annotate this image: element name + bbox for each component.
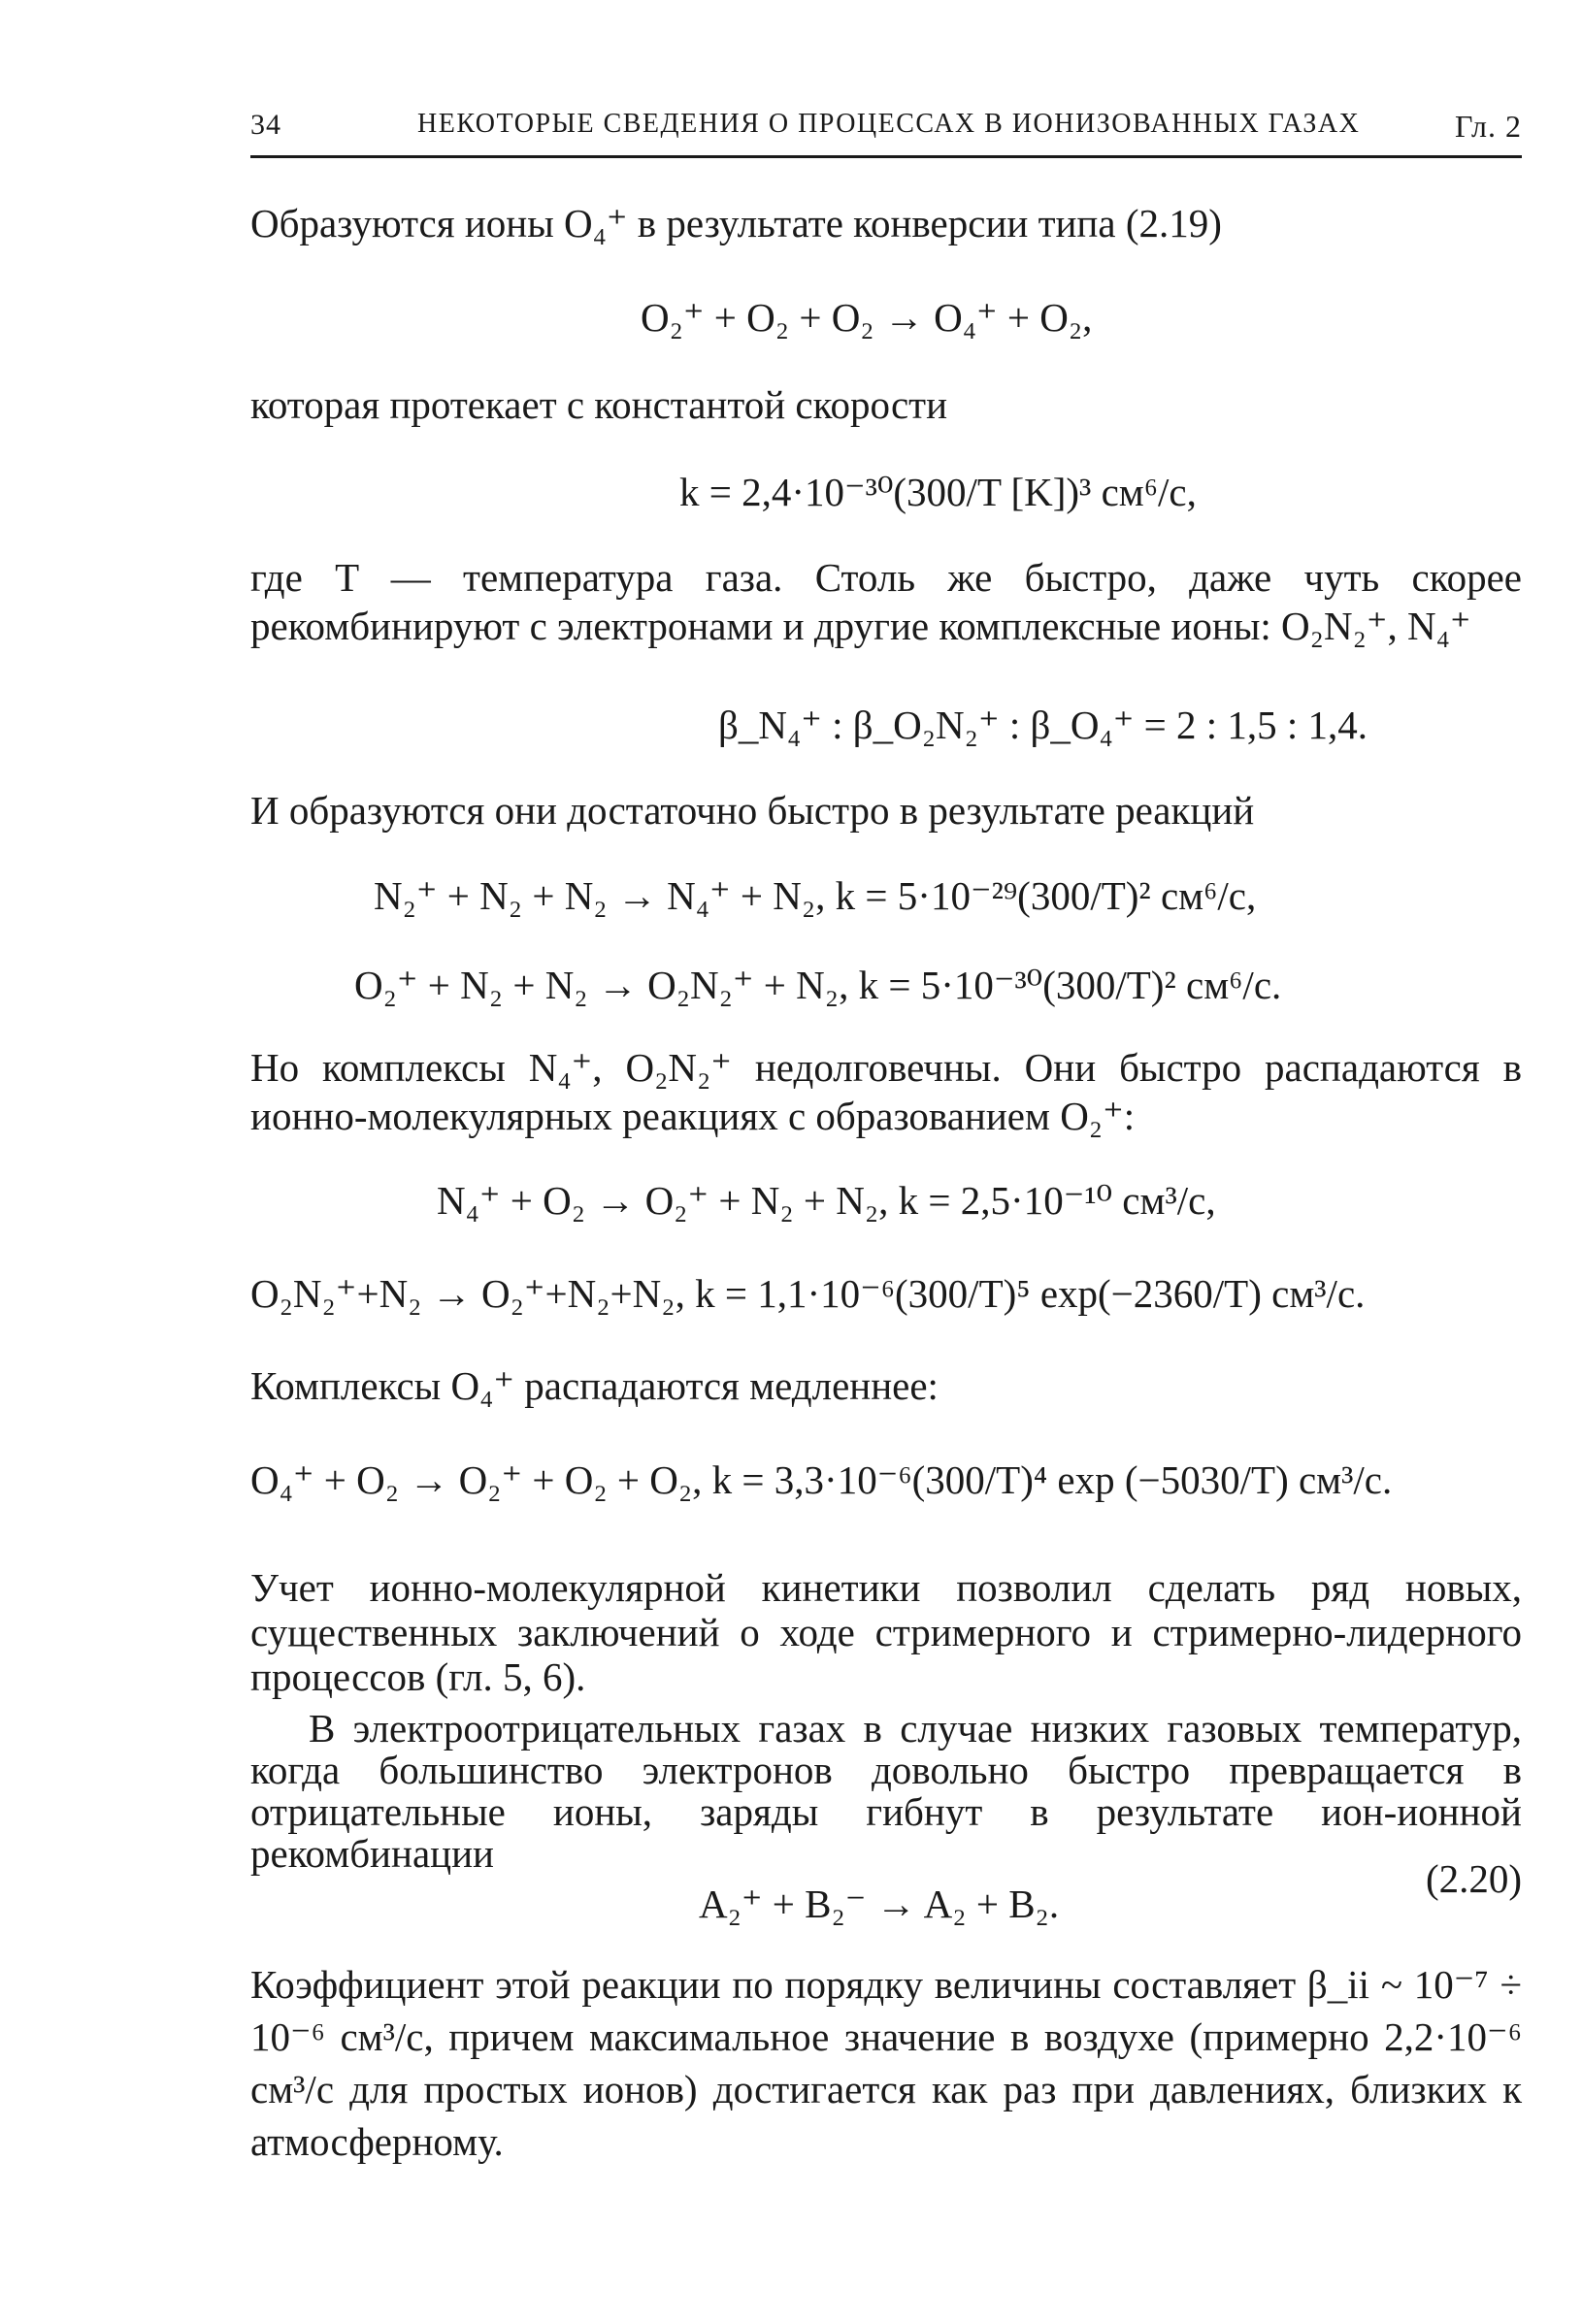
running-header (250, 109, 1522, 157)
paragraph-5: Но комплексы N₄⁺, O₂N₂⁺ недолговечны. Они быстро распадаются в ионно-молекулярных реакциях с образованием O₂⁺: (250, 1045, 1522, 1138)
page-number: 34 (250, 109, 281, 141)
equation-9: A₂⁺ + B₂⁻ → A₂ + B₂. (699, 1882, 1060, 1926)
header-rule (250, 155, 1522, 158)
equation-4: N₂⁺ + N₂ + N₂ → N₄⁺ + N₂, k = 5·10⁻²⁹(300/T)² см⁶/с, (374, 873, 1257, 918)
paragraph-2: которая протекает с константой скорости (250, 382, 948, 427)
equation-1: O₂⁺ + O₂ + O₂ → O₄⁺ + O₂, (641, 295, 1093, 340)
paragraph-6: Комплексы O₄⁺ распадаются медленнее: (250, 1363, 939, 1408)
paragraph-4: И образуются они достаточно быстро в результате реакций (250, 788, 1255, 833)
paragraph-9: Коэффициент этой реакции по порядку величины составляет β_ii ~ 10⁻⁷ ÷ 10⁻⁶ см³/с, причем максимальное значение в воздухе (примерно 2,2·10⁻⁶ см³/с для простых ионов) достигается как раз при давлениях, близких к атмосферному. (250, 1962, 1522, 2164)
equation-2: k = 2,4·10⁻³⁰(300/T [K])³ см⁶/с, (679, 470, 1197, 514)
equation-7: O₂N₂⁺+N₂ → O₂⁺+N₂+N₂, k = 1,1·10⁻⁶(300/T)⁵ exp(−2360/T) см³/с. (250, 1271, 1366, 1316)
equation-6: N₄⁺ + O₂ → O₂⁺ + N₂ + N₂, k = 2,5·10⁻¹⁰ см³/с, (437, 1178, 1216, 1223)
chapter-label: Гл. 2 (1454, 109, 1522, 144)
equation-5: O₂⁺ + N₂ + N₂ → O₂N₂⁺ + N₂, k = 5·10⁻³⁰(300/T)² см⁶/с. (354, 963, 1282, 1007)
running-title: НЕКОТОРЫЕ СВЕДЕНИЯ О ПРОЦЕССАХ В ИОНИЗОВАННЫХ ГАЗАХ (417, 109, 1361, 139)
equation-3: β_N₄⁺ : β_O₂N₂⁺ : β_O₄⁺ = 2 : 1,5 : 1,4. (718, 703, 1368, 747)
equation-9-number: (2.20) (1425, 1856, 1522, 1901)
paragraph-7: Учет ионно-молекулярной кинетики позволил сделать ряд новых, существенных заключений о ходе стримерного и стримерно-лидерного процессов (гл. 5, 6). (250, 1565, 1522, 1699)
paragraph-3: где T — температура газа. Столь же быстро, даже чуть скорее рекомбинируют с электронами и другие комплексные ионы: O₂N₂⁺, N₄⁺ (250, 555, 1522, 648)
paragraph-8: В электроотрицательных газах в случае низких газовых температур, когда большинство электронов довольно быстро превращается в отрицательные ионы, заряды гибнут в результате ион-ионной рекомбинации (250, 1706, 1522, 1876)
equation-8: O₄⁺ + O₂ → O₂⁺ + O₂ + O₂, k = 3,3·10⁻⁶(300/T)⁴ exp (−5030/T) см³/с. (250, 1457, 1393, 1502)
paragraph-1: Образуются ионы O₄⁺ в результате конверсии типа (2.19) (250, 201, 1222, 245)
